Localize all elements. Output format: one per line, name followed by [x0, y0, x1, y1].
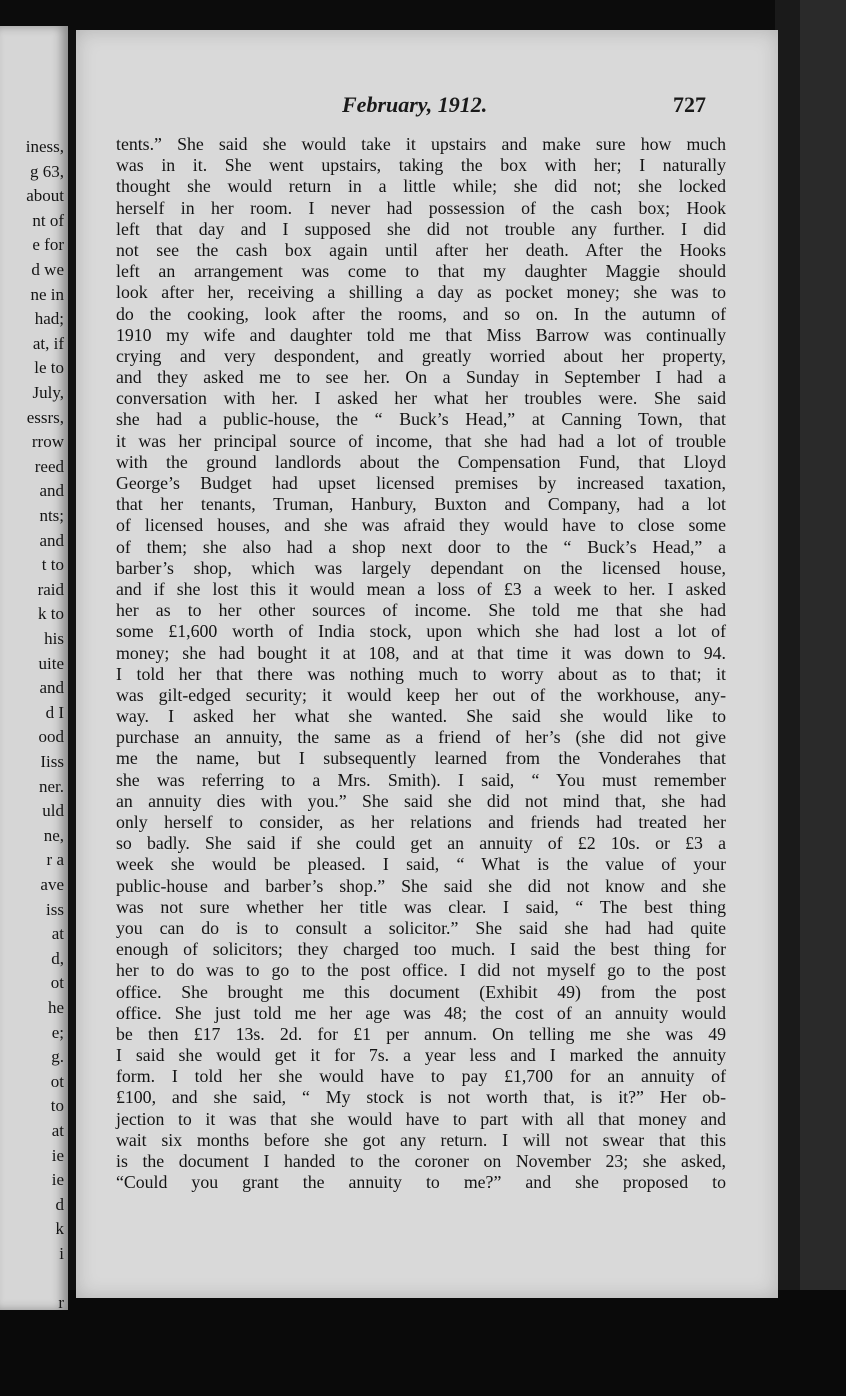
text-line: left that day and I supposed she did not trouble any further. I did [116, 218, 726, 239]
text-line: crying and very despondent, and greatly worried about her property, [116, 345, 726, 366]
facing-page-line: at, if [32, 333, 64, 353]
facing-page-line: iness, [25, 137, 64, 156]
facing-page-line: and [39, 530, 64, 550]
text-line: of them; she also had a shop next door to the “ Buck’s Head,” a [116, 536, 726, 557]
facing-page-line: g 63, [30, 161, 64, 181]
text-line: some £1,600 worth of India stock, upon which she had lost a lot of [116, 621, 726, 642]
facing-page-line: k to [38, 604, 64, 624]
facing-page-line: ner. [38, 776, 64, 796]
text-line: me the name, but I subsequently learned from the Vonderahes that [116, 748, 726, 769]
facing-page-line: k [55, 1219, 64, 1239]
text-line: that her tenants, Truman, Hanbury, Buxton and Company, had a lot [116, 494, 726, 515]
text-line: public-house and barber’s shop.” She said she did not know and she [116, 875, 726, 896]
facing-page-line: ood [38, 727, 64, 747]
facing-page-line: uite [38, 653, 64, 673]
scan-border-right-edge [800, 0, 846, 1396]
text-line: was gilt-edged security; it would keep her out of the workhouse, any- [116, 684, 726, 705]
text-line: be then £17 13s. 2d. for £1 per annum. On telling me she was 49 [116, 1023, 726, 1044]
text-line: “Could you grant the annuity to me?” and she proposed to [116, 1172, 726, 1193]
facing-page-line: le to [34, 358, 64, 378]
text-line: only herself to consider, as her relations and friends had treated her [116, 812, 726, 832]
facing-page-line: e; [51, 1022, 64, 1042]
facing-page-line: to [50, 1096, 64, 1116]
text-line: way. I asked her what she wanted. She said she would like to [116, 706, 726, 727]
facing-page-line: d I [45, 702, 64, 722]
facing-page-line: ie [51, 1145, 64, 1165]
text-line: do the cooking, look after the rooms, and so on. In the autumn of [116, 303, 726, 324]
facing-page-line: Iiss [40, 752, 64, 771]
facing-page-line: uld [42, 801, 64, 821]
facing-page-line: about [26, 186, 64, 206]
text-line: purchase an annuity, the same as a friend of her’s (she did not give [116, 727, 726, 748]
text-line: I said she would get it for 7s. a year less and I marked the annuity [116, 1045, 726, 1066]
facing-page-line: nt of [32, 210, 64, 230]
facing-page-line: at [51, 924, 64, 944]
text-line: her as to her other sources of income. She told me that she had [116, 600, 726, 621]
text-line: so badly. She said if she could get an annuity of £2 10s. or £3 a [116, 833, 726, 854]
facing-page-line: had; [34, 309, 64, 329]
facing-page-line: ot [50, 1071, 64, 1091]
facing-page-line: ie [51, 1170, 64, 1190]
text-line: barber’s shop, which was largely dependant on the licensed house, [116, 557, 726, 578]
text-line: she was referring to a Mrs. Smith). I said, “ You must remember [116, 769, 726, 790]
facing-page-fragment [0, 26, 68, 1310]
text-line: was in it. She went upstairs, taking the box with her; I naturally [116, 155, 726, 176]
scan-border-bottom [0, 1290, 846, 1396]
text-line: and they asked me to see her. On a Sunday in September I had a [116, 367, 726, 388]
running-header [76, 92, 778, 122]
text-line: jection to it was that she would have to part with all that money and [116, 1108, 726, 1129]
facing-page-line: and [39, 481, 64, 501]
facing-page-line: reed [34, 456, 64, 476]
text-line: form. I told her she would have to pay £1,700 for an annuity of [116, 1066, 726, 1087]
text-line: look after her, receiving a shilling a day as pocket money; she was to [116, 282, 726, 303]
text-line: office. She brought me this document (Exhibit 49) from the post [116, 981, 726, 1002]
text-line: wait six months before she got any return. I will not swear that this [116, 1129, 726, 1150]
facing-page-line: r a [46, 850, 64, 870]
facing-page-line: g. [51, 1047, 64, 1067]
text-line: conversation with her. I asked her what her troubles were. She said [116, 388, 726, 409]
text-line: you can do is to consult a solicitor.” She said she had had quite [116, 917, 726, 938]
page-number: 727 [673, 92, 706, 117]
facing-page-line: d we [31, 260, 64, 279]
facing-page-line: essrs, [26, 407, 64, 427]
text-line: £100, and she said, “ My stock is not worth that, is it?” Her ob- [116, 1087, 726, 1108]
text-line: herself in her room. I never had possession of the cash box; Hook [116, 197, 726, 218]
text-line: I told her that there was nothing much to worry about as to that; it [116, 663, 726, 684]
facing-page-line: r [58, 1293, 64, 1310]
facing-page-line: raid [37, 579, 64, 599]
text-line: 1910 my wife and daughter told me that Miss Barrow was continually [116, 324, 726, 345]
scan-border-top [0, 0, 846, 30]
book-page [76, 30, 778, 1298]
facing-page-line: i [59, 1244, 64, 1263]
facing-page-line: he [47, 998, 64, 1017]
text-line: her to do was to go to the post office. I did not myself go to the post [116, 960, 726, 981]
text-line: is the document I handed to the coroner on November 23; she asked, [116, 1151, 726, 1171]
facing-page-line: July, [32, 383, 64, 402]
facing-page-line: ne in [30, 284, 64, 304]
facing-page-line: his [44, 629, 64, 648]
facing-page-line: at [51, 1121, 64, 1140]
text-line: thought she would return in a little while; she did not; she locked [116, 176, 726, 197]
text-line: week she would be pleased. I said, “ What is the value of your [116, 854, 726, 875]
page-heading: February, 1912. [342, 92, 488, 117]
text-line: she had a public-house, the “ Buck’s Head,” at Canning Town, that [116, 409, 726, 430]
facing-page-line: and [39, 678, 64, 698]
facing-page-line: iss [46, 899, 64, 919]
text-line: not see the cash box again until after her death. After the Hooks [116, 239, 726, 260]
text-line: of licensed houses, and she was afraid they would have to close some [116, 515, 726, 536]
text-line: was not sure whether her title was clear. I said, “ The best thing [116, 896, 726, 917]
facing-page-line: e for [32, 235, 64, 255]
text-line: left an arrangement was come to that my daughter Maggie should [116, 261, 726, 282]
facing-page-line: ne, [43, 825, 64, 845]
text-line: George’s Budget had upset licensed premises by increased taxation, [116, 473, 726, 493]
facing-page-line: t to [41, 555, 64, 575]
facing-page-line: d [55, 1194, 64, 1214]
facing-page-line: rrow [31, 432, 64, 452]
text-line: it was her principal source of income, that she had had a lot of trouble [116, 430, 726, 451]
facing-page-line: ot [50, 973, 64, 993]
facing-page-line: d, [51, 948, 64, 968]
text-line: and if she lost this it would mean a loss of £3 a week to her. I asked [116, 578, 726, 599]
text-line: money; she had bought it at 108, and at that time it was down to 94. [116, 642, 726, 663]
facing-page-line: ave [40, 875, 64, 894]
text-line: tents.” She said she would take it upstairs and make sure how much [116, 134, 726, 154]
text-line: office. She just told me her age was 48; the cost of an annuity would [116, 1002, 726, 1023]
text-line: with the ground landlords about the Compensation Fund, that Lloyd [116, 451, 726, 472]
body-text [116, 134, 726, 1193]
text-line: enough of solicitors; they charged too much. I said the best thing for [116, 939, 726, 960]
facing-page-line: nts; [39, 506, 64, 525]
text-line: an annuity dies with you.” She said she did not mind that, she had [116, 790, 726, 811]
